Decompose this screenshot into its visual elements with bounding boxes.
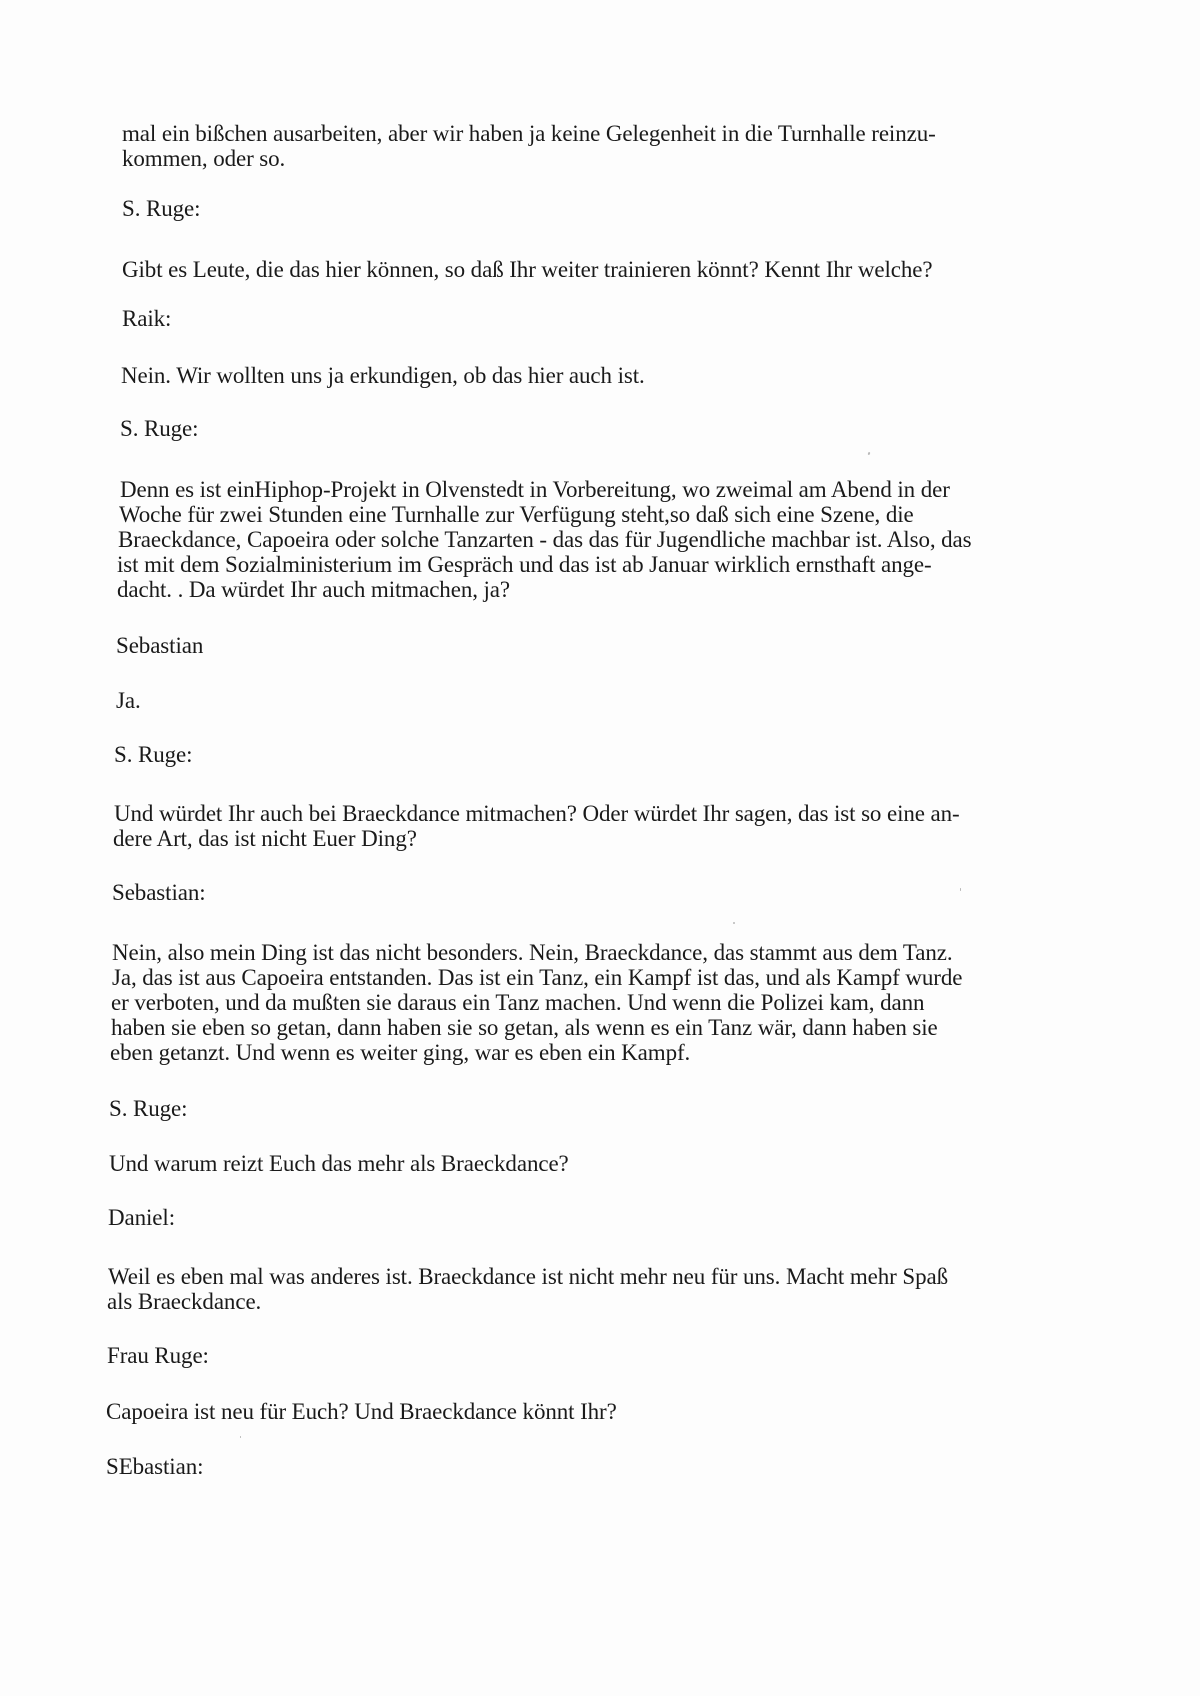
scan-speck: [240, 1436, 241, 1438]
speaker-label: Raik:: [122, 306, 172, 331]
dialogue-line: Weil es eben mal was anderes ist. Braeckdance ist nicht mehr neu für uns. Macht mehr Spaß: [108, 1264, 948, 1289]
dialogue-line: Und würdet Ihr auch bei Braeckdance mitmachen? Oder würdet Ihr sagen, das ist so eine an-: [114, 801, 960, 826]
dialogue-line: Und warum reizt Euch das mehr als Braeckdance?: [109, 1151, 569, 1176]
scan-speck: [868, 452, 871, 456]
scan-speck: [733, 922, 735, 924]
dialogue-line: kommen, oder so.: [122, 146, 286, 171]
dialogue-line: haben sie eben so getan, dann haben sie so getan, als wenn es ein Tanz wär, dann haben sie: [111, 1015, 938, 1040]
dialogue-line: Denn es ist einHiphop-Projekt in Olvenstedt in Vorbereitung, wo zweimal am Abend in der: [120, 477, 950, 502]
dialogue-line: eben getanzt. Und wenn es weiter ging, war es eben ein Kampf.: [110, 1040, 691, 1065]
speaker-label: SEbastian:: [106, 1454, 204, 1479]
scan-speck: [960, 888, 961, 891]
dialogue-line: Woche für zwei Stunden eine Turnhalle zur Verfügung steht,so daß sich eine Szene, die: [119, 502, 914, 527]
speaker-label: Sebastian: [116, 633, 204, 658]
dialogue-line: Nein, also mein Ding ist das nicht besonders. Nein, Braeckdance, das stammt aus dem Tanz.: [112, 940, 953, 965]
dialogue-line: Ja.: [116, 688, 141, 713]
dialogue-line: als Braeckdance.: [107, 1289, 262, 1314]
dialogue-line: dacht. . Da würdet Ihr auch mitmachen, ja?: [117, 577, 511, 602]
speaker-label: Frau Ruge:: [107, 1343, 209, 1368]
speaker-label: Sebastian:: [112, 880, 206, 905]
speaker-label: S. Ruge:: [120, 416, 199, 441]
dialogue-line: Capoeira ist neu für Euch? Und Braeckdance könnt Ihr?: [106, 1399, 617, 1424]
dialogue-line: dere Art, das ist nicht Euer Ding?: [113, 826, 417, 851]
dialogue-line: er verboten, und da mußten sie daraus ein Tanz machen. Und wenn die Polizei kam, dann: [111, 990, 925, 1015]
dialogue-line: ist mit dem Sozialministerium im Gespräch und das ist ab Januar wirklich ernsthaft ange-: [117, 552, 932, 577]
dialogue-line: Gibt es Leute, die das hier können, so daß Ihr weiter trainieren könnt? Kennt Ihr welche?: [122, 257, 933, 282]
dialogue-line: mal ein bißchen ausarbeiten, aber wir haben ja keine Gelegenheit in die Turnhalle reinzu-: [122, 121, 936, 146]
dialogue-line: Nein. Wir wollten uns ja erkundigen, ob das hier auch ist.: [121, 363, 645, 388]
speaker-label: Daniel:: [108, 1205, 175, 1230]
speaker-label: S. Ruge:: [114, 742, 193, 767]
dialogue-line: Ja, das ist aus Capoeira entstanden. Das ist ein Tanz, ein Kampf ist das, und als Kampf wurde: [112, 965, 963, 990]
speaker-label: S. Ruge:: [122, 196, 201, 221]
speaker-label: S. Ruge:: [109, 1096, 188, 1121]
dialogue-line: Braeckdance, Capoeira oder solche Tanzarten - das das für Jugendliche machbar ist. Also, das: [118, 527, 972, 552]
